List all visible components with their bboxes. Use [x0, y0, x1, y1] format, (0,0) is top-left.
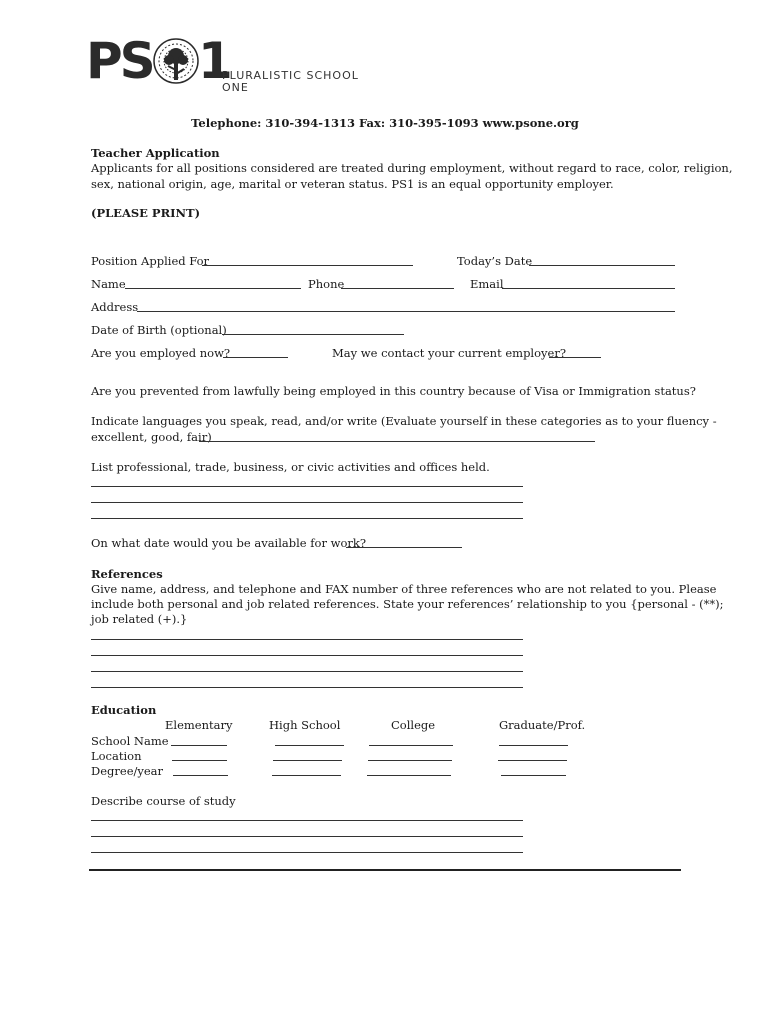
activities-field-1[interactable]	[91, 486, 523, 487]
position-label: Position Applied For	[91, 254, 210, 268]
tree-in-circle-icon	[152, 36, 200, 86]
location-high-school-field[interactable]	[273, 760, 342, 761]
logo-subtitle: PLURALISTIC SCHOOL ONE	[222, 69, 359, 94]
references-field-4[interactable]	[91, 687, 523, 688]
contact-line: Telephone: 310-394-1313 Fax: 310-395-1093 www.psone.org	[191, 116, 579, 130]
page-title: Teacher Application	[91, 146, 220, 160]
email-field[interactable]	[502, 288, 675, 289]
todays-date-label: Today’s Date	[457, 254, 533, 268]
education-row-location: Location	[91, 749, 142, 763]
available-date-label: On what date would you be available for work?	[91, 536, 367, 550]
course-of-study-field-1[interactable]	[91, 820, 523, 821]
education-row-degree: Degree/year	[91, 764, 164, 778]
degree-elementary-field[interactable]	[173, 775, 228, 776]
location-elementary-field[interactable]	[172, 760, 227, 761]
languages-field[interactable]	[199, 441, 595, 442]
available-date-field[interactable]	[346, 547, 462, 548]
logo-letters: PS	[86, 32, 153, 90]
school-name-graduate-field[interactable]	[499, 745, 568, 746]
visa-question: Are you prevented from lawfully being employed in this country because of Visa or Immigration status?	[91, 384, 696, 398]
contact-employer-label: May we contact your current employer?	[332, 346, 567, 360]
languages-line-1: Indicate languages you speak, read, and/or write (Evaluate yourself in these categories as to your fluency -	[91, 414, 717, 428]
employed-now-label: Are you employed now?	[91, 346, 231, 360]
degree-high-school-field[interactable]	[272, 775, 341, 776]
education-heading: Education	[91, 703, 157, 717]
education-col-graduate: Graduate/Prof.	[499, 718, 586, 732]
references-line-3: job related (+).}	[91, 612, 188, 626]
education-row-school-name: School Name	[91, 734, 169, 748]
school-name-college-field[interactable]	[369, 745, 453, 746]
address-label: Address	[91, 300, 139, 314]
school-name-elementary-field[interactable]	[171, 745, 227, 746]
degree-graduate-field[interactable]	[501, 775, 566, 776]
intro-line-2: sex, national origin, age, marital or veteran status. PS1 is an equal opportunity employer.	[91, 177, 614, 191]
todays-date-field[interactable]	[529, 265, 675, 266]
activities-field-3[interactable]	[91, 518, 523, 519]
languages-line-2: excellent, good, fair)	[91, 430, 212, 444]
please-print: (PLEASE PRINT)	[91, 206, 201, 220]
degree-college-field[interactable]	[367, 775, 451, 776]
course-of-study-field-3[interactable]	[91, 852, 523, 853]
references-line-1: Give name, address, and telephone and FAX number of three references who are not related to you. Please	[91, 582, 717, 596]
bottom-divider	[89, 869, 681, 871]
school-logo	[86, 32, 386, 94]
dob-label: Date of Birth (optional)	[91, 323, 227, 337]
phone-field[interactable]	[341, 288, 454, 289]
contact-employer-field[interactable]	[549, 357, 601, 358]
phone-label: Phone	[308, 277, 345, 291]
intro-line-1: Applicants for all positions considered are treated during employment, without regard to race, color, religion,	[91, 161, 733, 175]
references-field-2[interactable]	[91, 655, 523, 656]
course-of-study-label: Describe course of study	[91, 794, 236, 808]
course-of-study-field-2[interactable]	[91, 836, 523, 837]
email-label: Email	[470, 277, 504, 291]
name-label: Name	[91, 277, 126, 291]
location-college-field[interactable]	[368, 760, 452, 761]
education-col-elementary: Elementary	[165, 718, 233, 732]
employed-now-field[interactable]	[223, 357, 288, 358]
logo-digit: 1	[198, 32, 233, 90]
references-field-3[interactable]	[91, 671, 523, 672]
school-name-high-school-field[interactable]	[275, 745, 344, 746]
location-graduate-field[interactable]	[498, 760, 567, 761]
address-field[interactable]	[137, 311, 675, 312]
education-col-high-school: High School	[269, 718, 341, 732]
position-field[interactable]	[202, 265, 413, 266]
references-line-2: include both personal and job related references. State your references’ relationship to you {personal - (**);	[91, 597, 724, 611]
references-field-1[interactable]	[91, 639, 523, 640]
dob-field[interactable]	[222, 334, 404, 335]
name-field[interactable]	[125, 288, 301, 289]
activities-field-2[interactable]	[91, 502, 523, 503]
activities-label: List professional, trade, business, or civic activities and offices held.	[91, 460, 490, 474]
education-col-college: College	[391, 718, 436, 732]
references-heading: References	[91, 567, 163, 581]
